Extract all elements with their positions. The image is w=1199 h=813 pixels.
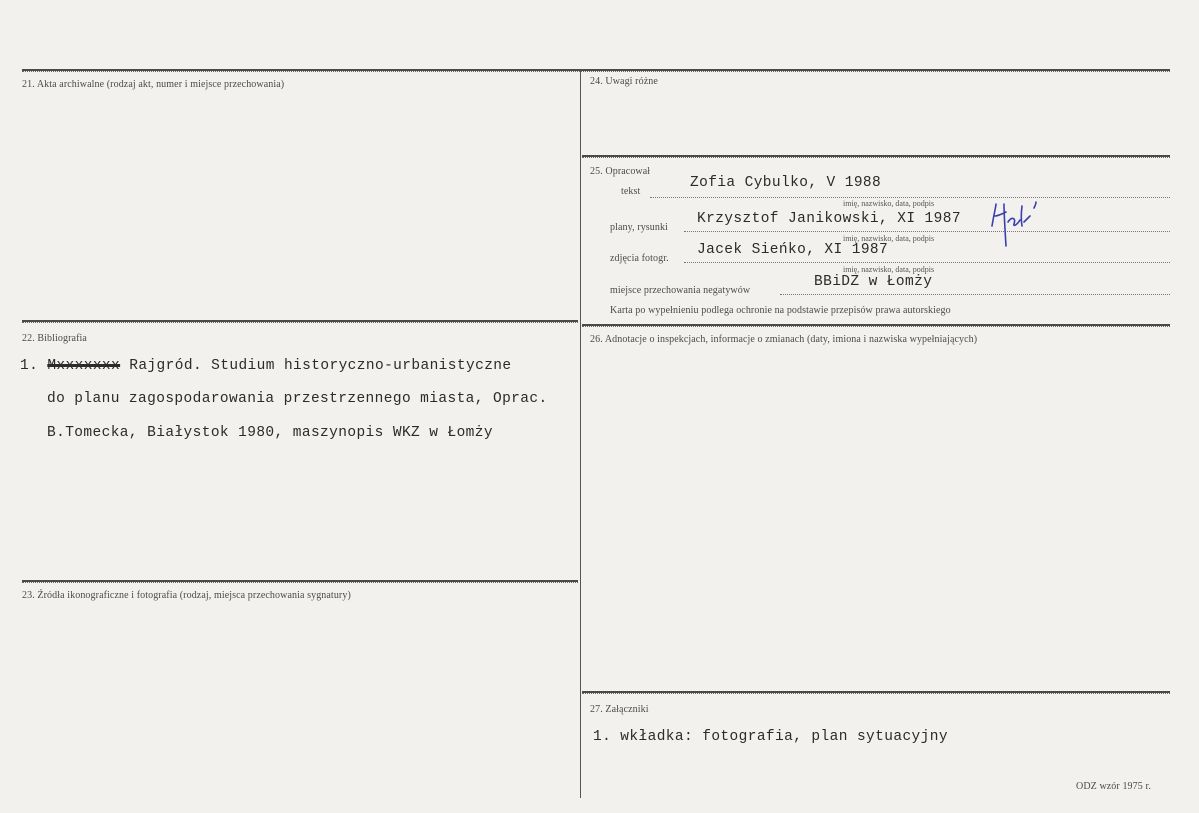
column-divider: [580, 70, 581, 798]
attachment-item: 1. wkładka: fotografia, plan sytuacyjny: [593, 729, 948, 745]
bibliography-item-number: 1.: [20, 358, 39, 374]
negatywy-value: BBiDZ w Łomży: [814, 274, 933, 290]
form-footer: ODZ wzór 1975 r.: [1076, 781, 1151, 792]
tekst-hint: imię, nazwisko, data, podpis: [843, 199, 935, 208]
section-24-label: 24. Uwagi różne: [590, 76, 658, 87]
signature-mark: [984, 200, 1044, 248]
bibliography-line-2: do planu zagospodarowania przestrzennego miasta, Oprac.: [47, 391, 548, 407]
zdjecia-value: Jacek Sieńko, XI 1987: [697, 242, 889, 258]
bibliography-line-3: B.Tomecka, Białystok 1980, maszynopis WKZ w Łomży: [47, 425, 493, 441]
top-rule: [22, 69, 1170, 72]
rule-21-22: [22, 320, 578, 323]
section-21-label: 21. Akta archiwalne (rodzaj akt, numer i miejsce przechowania): [22, 79, 285, 90]
zdjecia-label: zdjęcia fotogr.: [610, 253, 669, 264]
section-25-label: 25. Opracował: [590, 166, 651, 177]
tekst-underline: [650, 197, 1170, 198]
rule-24-25: [582, 155, 1170, 158]
rule-22-23: [22, 580, 578, 583]
plany-value: Krzysztof Janikowski, XI 1987: [697, 211, 961, 227]
tekst-value: Zofia Cybulko, V 1988: [690, 175, 882, 191]
negatywy-label: miejsce przechowania negatywów: [610, 285, 751, 296]
plany-underline: [684, 231, 1170, 232]
negatywy-underline: [780, 294, 1170, 295]
zdjecia-underline: [684, 262, 1170, 263]
bibliography-line-1: Rajgród. Studium historyczno-urbanistyczne: [129, 358, 512, 374]
plany-label: plany, rysunki: [610, 222, 668, 233]
rule-25-26: [582, 324, 1170, 327]
plany-hint: imię, nazwisko, data, podpis: [843, 234, 935, 243]
section-22-label: 22. Bibliografia: [22, 333, 87, 344]
section-26-label: 26. Adnotacje o inspekcjach, informacje o zmianach (daty, imiona i nazwiska wypełniających): [590, 334, 978, 345]
rule-26-27: [582, 691, 1170, 694]
zdjecia-hint: imię, nazwisko, data, podpis: [843, 265, 935, 274]
copyright-note: Karta po wypełnieniu podlega ochronie na podstawie przepisów prawa autorskiego: [610, 305, 951, 316]
struck-text: Mxxxxxxx: [47, 358, 121, 374]
section-23-label: 23. Źródła ikonograficzne i fotografia (rodzaj, miejsca przechowania sygnatury): [22, 590, 351, 601]
bibliography-item: [20, 358, 512, 374]
section-27-label: 27. Załączniki: [590, 704, 649, 715]
tekst-label: tekst: [621, 186, 641, 197]
